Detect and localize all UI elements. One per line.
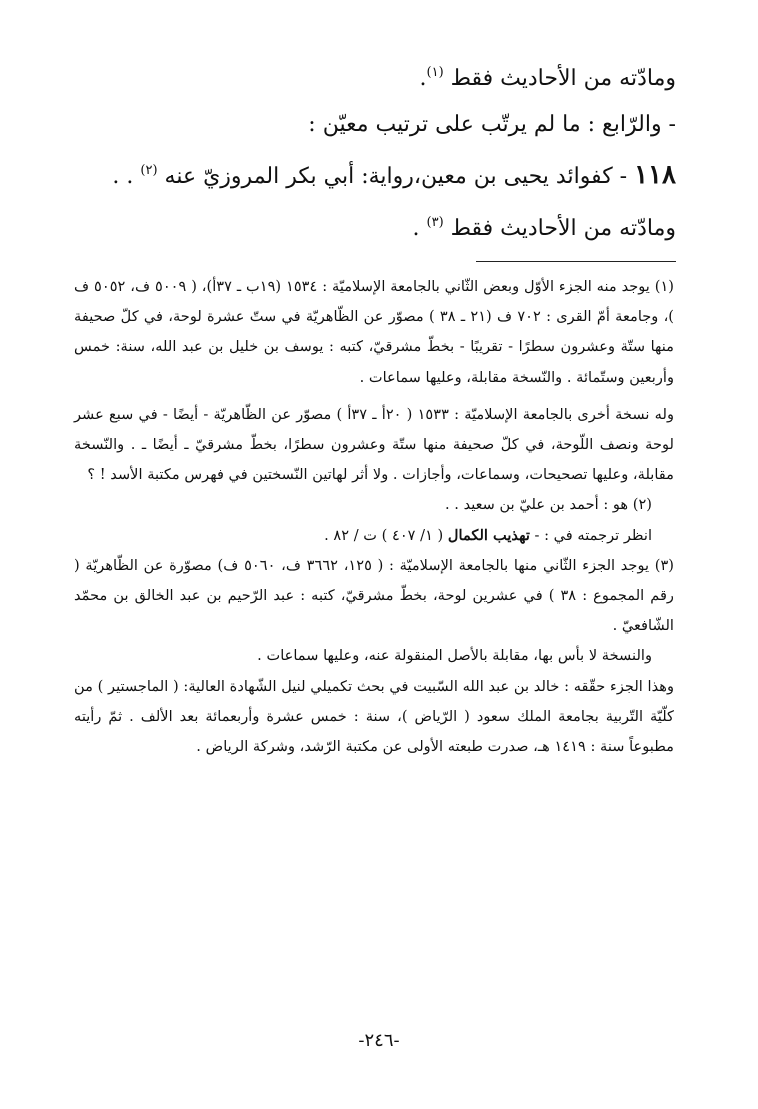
footnote-2-suffix: ( ١/ ٤٠٧ ) ت / ٨٢ . — [324, 526, 444, 544]
entry-title: - كفوائد يحيى بن معين،رواية: أبي بكر المروزيّ عنه — [164, 164, 628, 189]
footnote-3-part-c: وهذا الجزء حقّقه : خالد بن عبد الله السّبيت في بحث تكميلي لنيل الشّهادة العالية: ( الماجستير ) من كلّيّة التّربية بجامعة الملك سعود ( الرّياض )، سنة : خمس عشرة وأربعمائة بعد الألف . ثمّ رأيته مطبوعاً سنة : ١٤١٩ هـ، صدرت طبعته الأولى عن مكتبة الرّشد، وشركة الرياض . — [74, 677, 674, 756]
entry-number: ١١٨ — [634, 160, 676, 190]
entry-after: . . — [112, 164, 134, 189]
main-line-1-text: ومادّته من الأحاديث فقط — [450, 66, 676, 91]
footnote-ref-2: (٢) — [140, 163, 158, 178]
main-text — [80, 50, 676, 252]
footnote-2-book-title: تهذيب الكمال — [447, 526, 530, 544]
footnote-2-prefix: انظر ترجمته في : - — [534, 526, 652, 544]
footnote-1-part-b: وله نسخة أخرى بالجامعة الإسلاميّة : ١٥٣٣ ( ٢٠أ ـ ٣٧أ ) مصوّر عن الظّاهريّة - أيضًا - في سبع عشر لوحة ونصف اللّوحة، في كلّ صحيفة منها ستّة وعشرون سطرًا، بخطّ مشرقيّ ـ أيضًا ـ . والنّسخة مقابلة، وعليها تصحيحات، وسماعات، وأجازات . ولا أثر لهاتين النّسختين في فهرس مكتبة الأسد ! ؟ — [74, 405, 674, 484]
main-line-2: - والرّابع : ما لم يرتّب على ترتيب معيّن : — [308, 112, 676, 137]
footnote-separator — [476, 261, 676, 262]
footnotes — [74, 272, 674, 762]
footnote-1-part-a: (١) يوجد منه الجزء الأوّل وبعض الثّاني بالجامعة الإسلاميّة : ١٥٣٤ (١٩ب ـ ٣٧أ)، ( ٥٠٠٩ ف، ٥٠٥٢ ف )، وجامعة أمّ القرى : ٧٠٢ ف (٢١ ـ ٣٨ ) مصوّر عن الظّاهريّة في ستّ عشرة لوحة، في كلّ صحيفة منها ستّة وعشرون سطرًا - تقريبًا - بخطّ مشرقيّ، كتبه : يوسف بن خليل بن عبد الله، سنة: خمس وأربعين وستّمائة . والنّسخة مقابلة، وعليها سماعات . — [74, 278, 674, 386]
footnote-3-part-b: والنسخة لا بأس بها، مقابلة بالأصل المنقولة عنه، وعليها سماعات . — [257, 647, 652, 665]
footnote-2-part-b — [74, 521, 674, 551]
entry-118 — [80, 148, 676, 200]
main-line-4-text: ومادّته من الأحاديث فقط — [450, 216, 676, 241]
footnote-2-part-a: (٢) هو : أحمد بن عليّ بن سعيد . . — [445, 496, 652, 514]
main-line-1: ومادّته من الأحاديث فقط $^{(١)}$. — [419, 65, 676, 91]
footnote-ref-1: (١) — [426, 65, 444, 80]
main-line-4: ومادّته من الأحاديث فقط $^{(٣)}$ . — [412, 215, 676, 241]
page-number: -٢٤٦- — [358, 1030, 400, 1051]
footnote-ref-3: (٣) — [426, 215, 444, 230]
footnote-3-part-a: (٣) يوجد الجزء الثّاني منها بالجامعة الإسلاميّة : ( ١٢٥، ٣٦٦٢ ف، ٥٠٦٠ ف) مصوّرة عن الظّاهريّة ( رقم المجموع : ٣٨ ) في عشرين لوحة، بخطّ مشرقيّ، كتبه : عبد الرّحيم بن عبد الخالق بن محمّد الشّافعيّ . — [74, 556, 674, 635]
